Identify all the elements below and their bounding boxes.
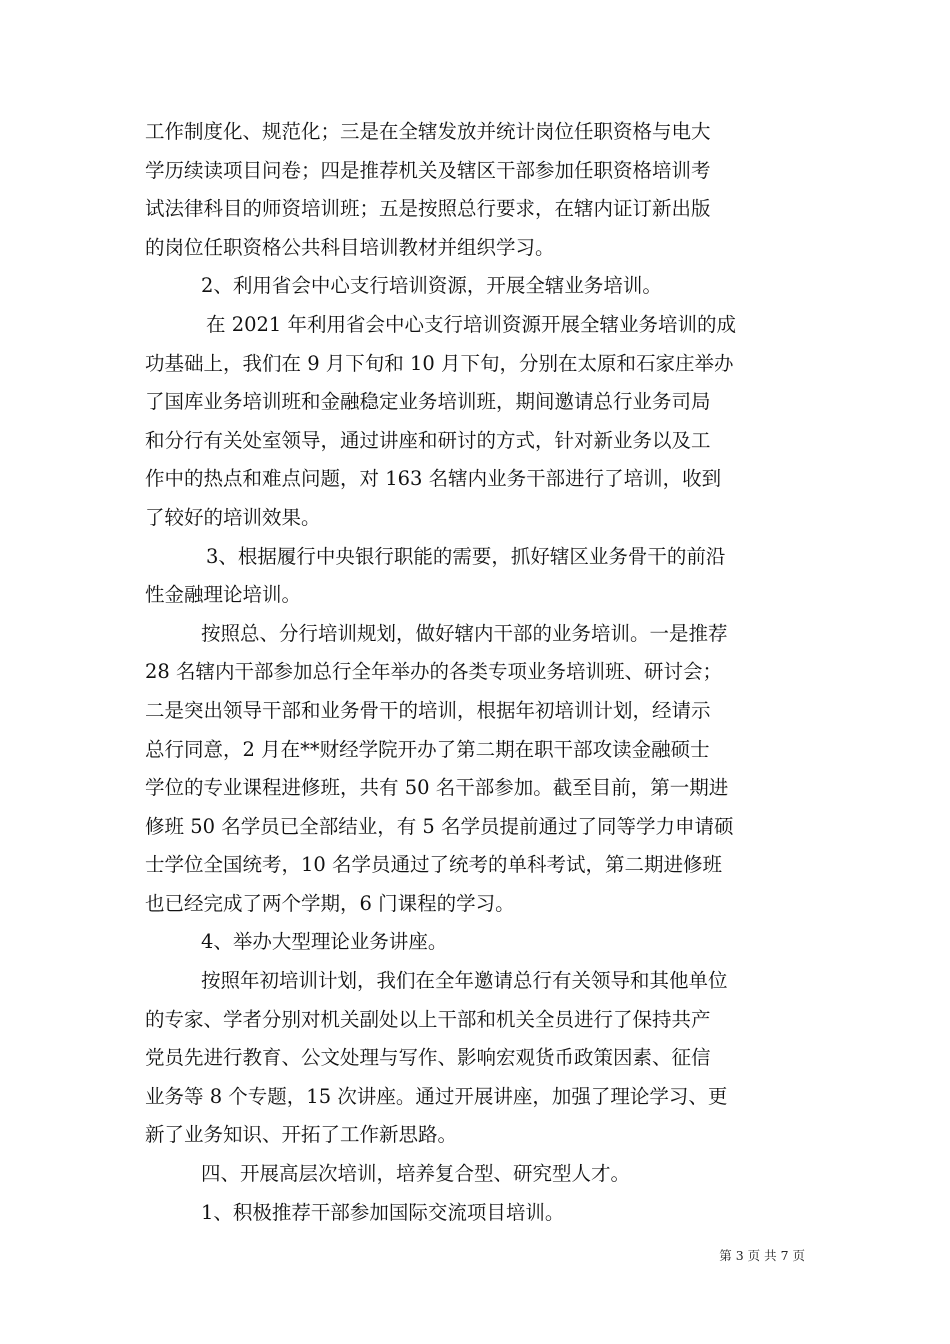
text-line: 了国库业务培训班和金融稳定业务培训班，期间邀请总行业务司局 [145,390,711,414]
text-line: 按照总、分行培训规划，做好辖内干部的业务培训。一是推荐 [201,621,728,645]
text-line: 新了业务知识、开拓了工作新思路。 [145,1123,458,1147]
text-line: 士学位全国统考，10 名学员通过了统考的单科考试，第二期进修班 [145,853,723,877]
section-heading-continued: 性金融理论培训。 [145,583,302,607]
text-line: 在 2021 年利用省会中心支行培训资源开展全辖业务培训的成 [206,312,737,336]
text-line: 了较好的培训效果。 [145,505,321,529]
text-line: 业务等 8 个专题，15 次讲座。通过开展讲座，加强了理论学习、更 [145,1084,728,1108]
text-line: 试法律科目的师资培训班；五是按照总行要求，在辖内证订新出版 [145,197,711,221]
text-line: 也已经完成了两个学期，6 门课程的学习。 [145,891,515,915]
section-heading: 四、开展高层次培训，培养复合型、研究型人才。 [201,1162,631,1186]
text-line: 的岗位任职资格公共科目培训教材并组织学习。 [145,235,555,259]
text-line: 总行同意，2 月在**财经学院开办了第二期在职干部攻读金融硕士 [145,737,710,761]
section-heading: 2、利用省会中心支行培训资源，开展全辖业务培训。 [201,274,662,298]
page-number: 第 3 页 共 7 页 [719,1248,805,1263]
text-line: 工作制度化、规范化；三是在全辖发放并统计岗位任职资格与电大 [145,120,711,143]
text-line: 学位的专业课程进修班，共有 50 名干部参加。截至目前，第一期进 [145,776,729,800]
section-heading: 4、举办大型理论业务讲座。 [201,930,448,954]
text-line: 修班 50 名学员已全部结业，有 5 名学员提前通过了同等学力申请硕 [145,814,734,838]
section-heading: 3、根据履行中央银行职能的需要，抓好辖区业务骨干的前沿 [206,544,726,568]
text-line: 学历续读项目问卷；四是推荐机关及辖区干部参加任职资格培训考 [145,158,711,182]
text-line: 作中的热点和难点问题，对 163 名辖内业务干部进行了培训，收到 [145,467,722,491]
text-line: 功基础上，我们在 9 月下旬和 10 月下旬，分别在太原和石家庄举办 [145,351,734,375]
text-line: 和分行有关处室领导，通过讲座和研讨的方式，针对新业务以及工 [145,428,711,452]
text-line: 按照年初培训计划，我们在全年邀请总行有关领导和其他单位 [201,969,728,993]
text-line: 的专家、学者分别对机关副处以上干部和机关全员进行了保持共产 [145,1007,711,1031]
text-line: 28 名辖内干部参加总行全年举办的各类专项业务培训班、研讨会； [145,660,723,684]
body-text [145,113,809,1232]
text-line: 党员先进行教育、公文处理与写作、影响宏观货币政策因素、征信 [145,1046,711,1070]
section-heading: 1、积极推荐干部参加国际交流项目培训。 [201,1200,565,1224]
text-line: 二是突出领导干部和业务骨干的培训，根据年初培训计划，经请示 [145,698,711,722]
